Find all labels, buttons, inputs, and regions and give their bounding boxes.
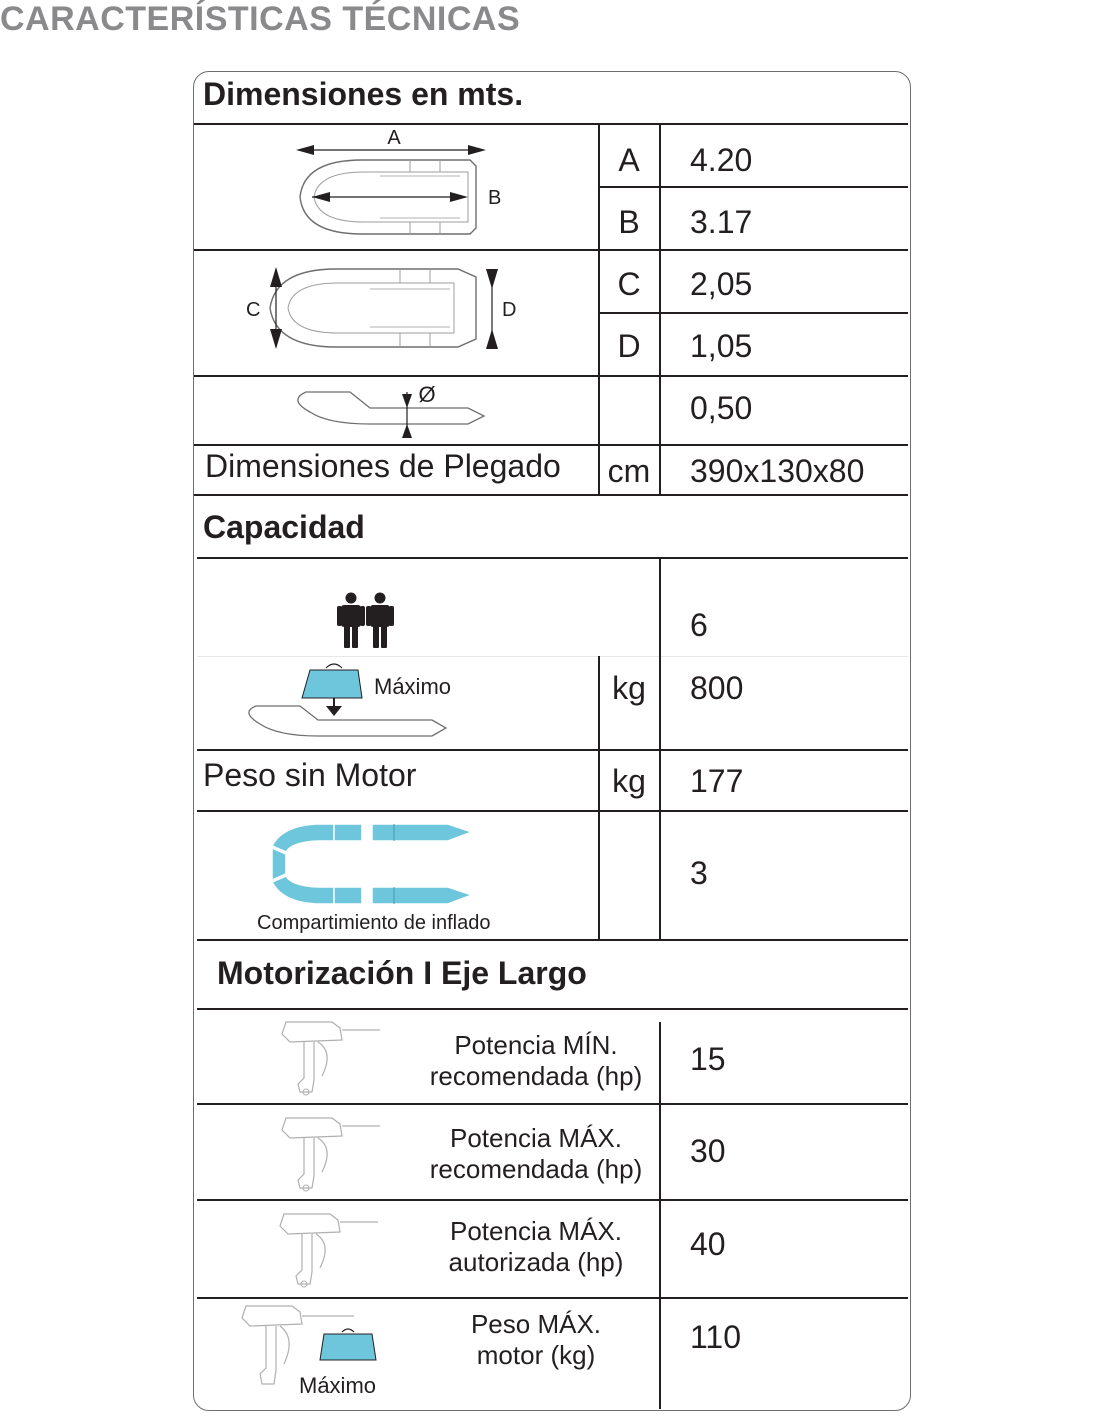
outboard-motor-icon [276, 1018, 386, 1100]
dim-label-c: C [617, 266, 641, 302]
dim-label-a: A [618, 142, 640, 178]
divider [194, 375, 908, 377]
max-load-value: 800 [690, 670, 744, 706]
motor-row-3-line1: Potencia MÁX. [450, 1216, 622, 1246]
diagram-label-c: C [246, 299, 261, 321]
divider [598, 186, 908, 188]
divider [194, 494, 908, 496]
load-weight-icon [242, 660, 452, 742]
motor-row-2-label [414, 1123, 658, 1185]
diagram-label-a: A [387, 127, 401, 149]
motor-row-2-value: 30 [690, 1133, 726, 1169]
boat-width-view-icon [240, 255, 530, 370]
motor-weight-caption: Máximo [299, 1373, 377, 1398]
divider [194, 249, 908, 251]
capacity-title: Capacidad [203, 509, 365, 545]
dim-value-a: 4.20 [690, 142, 753, 178]
max-load-unit: kg [612, 670, 646, 706]
dim-label-b: B [618, 204, 640, 240]
motor-row-4-line1: Peso MÁX. [470, 1309, 602, 1339]
outboard-motor-icon [274, 1210, 384, 1292]
compartments-value: 3 [690, 855, 708, 891]
motor-row-2-line1: Potencia MÁX. [450, 1123, 622, 1153]
motor-row-4-value: 110 [690, 1319, 742, 1355]
divider [197, 939, 908, 941]
compartments-caption: Compartimiento de inflado [257, 912, 491, 934]
motor-row-4-label [414, 1309, 658, 1371]
divider [197, 557, 908, 559]
motor-row-1-line2: recomendada (hp) [429, 1061, 643, 1091]
motor-row-2-line2: recomendada (hp) [429, 1154, 643, 1184]
divider [659, 123, 661, 494]
dim-value-d: 1,05 [690, 328, 753, 364]
divider [197, 656, 908, 657]
motor-row-1-value: 15 [690, 1041, 726, 1077]
diagram-label-d: D [502, 299, 517, 321]
weight-value: 177 [690, 763, 744, 799]
motor-title: Motorización I Eje Largo [217, 955, 587, 991]
boat-top-view-icon [290, 124, 500, 244]
air-chambers-icon [268, 820, 478, 908]
weight-unit: kg [612, 763, 646, 799]
divider [194, 444, 908, 446]
folded-value: 390x130x80 [690, 453, 865, 489]
motor-row-3-line2: autorizada (hp) [448, 1247, 624, 1277]
motor-row-3-label [414, 1216, 658, 1278]
motor-row-1-line1: Potencia MÍN. [454, 1030, 618, 1060]
dim-value-b: 3.17 [690, 204, 753, 240]
page-title: CARACTERÍSTICAS TÉCNICAS [0, 0, 521, 38]
divider [197, 749, 908, 751]
motor-row-4-line2: motor (kg) [476, 1340, 596, 1370]
folded-unit: cm [607, 453, 651, 489]
divider [197, 1103, 908, 1105]
divider [197, 810, 908, 812]
boat-side-view-icon [288, 378, 498, 442]
dim-value-c: 2,05 [690, 266, 753, 302]
divider [197, 1297, 908, 1299]
diagram-label-b: B [488, 187, 502, 209]
motor-row-3-value: 40 [690, 1226, 726, 1262]
divider [659, 1022, 661, 1409]
divider [598, 312, 908, 314]
motor-row-1-label [414, 1030, 658, 1092]
weight-label: Peso sin Motor [203, 757, 417, 793]
two-people-icon [335, 592, 397, 650]
diagram-label-diameter: Ø [418, 382, 436, 407]
persons-value: 6 [690, 607, 708, 643]
outboard-motor-icon [276, 1114, 386, 1196]
divider [659, 557, 661, 939]
folded-label: Dimensiones de Plegado [205, 448, 561, 484]
max-load-caption: Máximo [374, 674, 452, 699]
dimensions-title: Dimensiones en mts. [203, 76, 524, 112]
dim-value-diameter: 0,50 [690, 390, 753, 426]
divider [197, 1199, 908, 1201]
dim-label-d: D [617, 328, 641, 364]
divider [197, 1008, 908, 1010]
